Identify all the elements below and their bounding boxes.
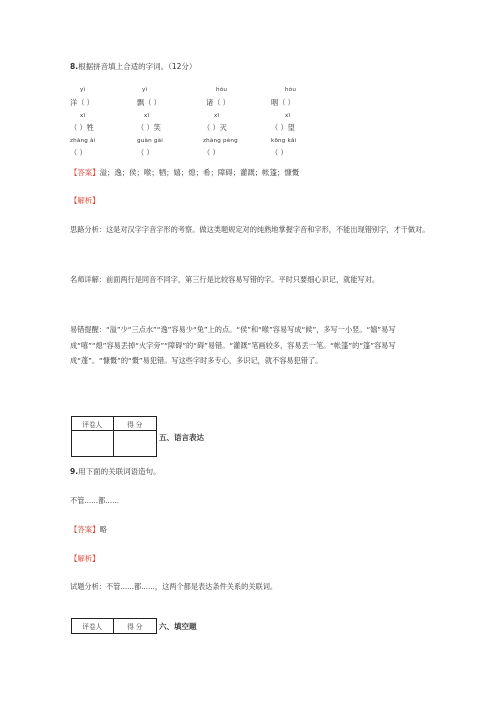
blank-item: （ ） bbox=[137, 148, 154, 157]
answer-text: 略 bbox=[99, 525, 107, 534]
q8-analysis-thinking: 思路分析：这是对汉字字音字形的考察。做这类题规定对的纯熟地掌握字音和字形，不能出现错别字，才干做对。 bbox=[70, 225, 430, 234]
blank-item: （ ） bbox=[271, 148, 288, 157]
answer-text: 溢；逸；侯；喉；牺；嬉；熄；希；障碍；灌溉；帐篷；慷慨 bbox=[99, 168, 300, 177]
pinyin: xī bbox=[285, 113, 291, 119]
q9-title bbox=[70, 466, 161, 477]
score-box bbox=[71, 618, 157, 634]
pinyin: xī bbox=[80, 113, 86, 119]
blank-item: （ ）笑 bbox=[137, 123, 161, 132]
blank-item: （ ）牲 bbox=[70, 123, 94, 132]
score-box-grader-cell bbox=[72, 431, 114, 457]
answer-label: 【答案】 bbox=[70, 525, 100, 534]
blank-item: 洋（ ） bbox=[70, 98, 94, 107]
score-box-grader-label: 评卷人 bbox=[72, 619, 114, 634]
pinyin: hóu bbox=[216, 87, 228, 93]
blank-item: 诸（ ） bbox=[206, 98, 230, 107]
blank-item: （ ） bbox=[203, 148, 220, 157]
pinyin: yì bbox=[80, 87, 86, 93]
section-6-heading: 六、填空题 bbox=[159, 622, 197, 631]
q9-answer bbox=[70, 524, 107, 535]
blank-item: （ ） bbox=[70, 148, 87, 157]
q8-analysis-explain: 名师详解：前面两行是同音不同字，第三行是比较容易写错的字。平时只要细心识记，就能写对。 bbox=[70, 275, 380, 284]
blank-item: （ ）望 bbox=[271, 123, 295, 132]
score-box bbox=[71, 416, 157, 457]
q8-title-text: 根据拼音填上合适的字词。（12分） bbox=[78, 62, 197, 71]
score-box-score-label: 得 分 bbox=[113, 619, 157, 634]
answer-label: 【答案】 bbox=[70, 168, 100, 177]
blank-item: （ ）灭 bbox=[203, 123, 227, 132]
q8-number: 8. bbox=[70, 62, 79, 71]
q8-title bbox=[70, 61, 196, 72]
pinyin: xī bbox=[144, 113, 150, 119]
blank-item: 飘（ ） bbox=[137, 98, 161, 107]
pinyin: zhàng péng bbox=[203, 138, 238, 144]
pinyin: xī bbox=[214, 113, 220, 119]
pinyin: guàn gài bbox=[137, 138, 163, 144]
q9-title-text: 用下面的关联词语造句。 bbox=[78, 467, 161, 476]
q9-analysis-label: 【解析】 bbox=[70, 554, 100, 563]
score-box-grader-label: 评卷人 bbox=[72, 417, 114, 431]
q8-answer bbox=[70, 167, 299, 178]
pinyin: hóu bbox=[285, 87, 297, 93]
section-5-heading: 五、语言表达 bbox=[159, 433, 204, 442]
score-box-score-label: 得 分 bbox=[113, 417, 157, 431]
q9-analysis-text: 试题分析：不管......都......，这两个都是表达条件关系的关联词。 bbox=[70, 582, 278, 591]
q9-prompt: 不管......都...... bbox=[70, 496, 119, 505]
score-box-score-cell bbox=[113, 431, 157, 457]
q8-analysis-tips: 易错提醒：“溢”少“三点水”“逸”容易少“兔”上的点。“侯”和“喉”容易写成“候”，多写一小竖。“嬉”易写成“嘻”“熄”容易丢掉“火字旁”“障碍”的“碍”易错。“灌溉”笔画较多，容易丢一笔。“帐篷”的“篷”容易写成“蓬”。“慷慨”的“慨”易犯错。写这些字时多专心，多识记，就不容易犯错了。 bbox=[70, 325, 396, 365]
pinyin: yì bbox=[142, 87, 148, 93]
pinyin: zhàng ài bbox=[70, 138, 96, 144]
q8-analysis-label: 【解析】 bbox=[70, 196, 100, 205]
blank-item: 咽（ ） bbox=[271, 98, 295, 107]
pinyin: kōng kǎi bbox=[271, 138, 297, 144]
q9-number: 9. bbox=[70, 467, 79, 476]
